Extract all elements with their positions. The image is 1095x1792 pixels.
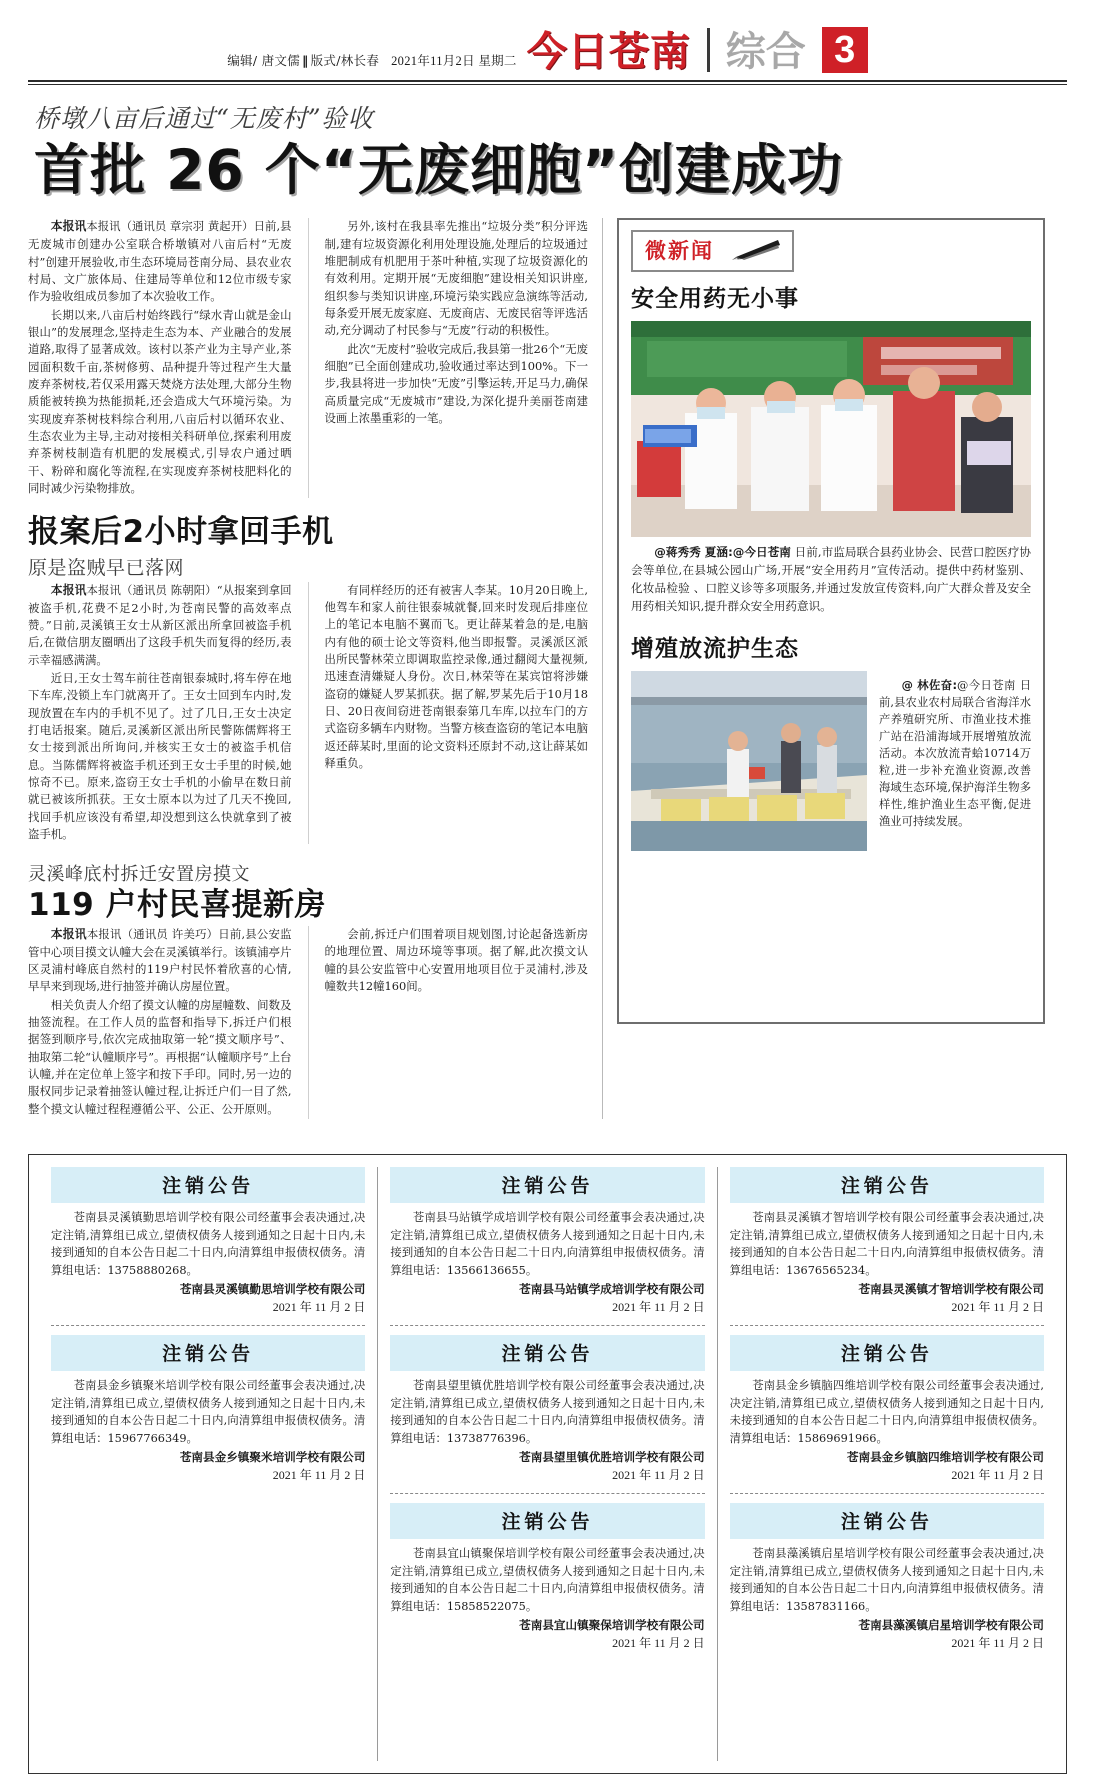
notice-item (390, 1503, 704, 1651)
micro-news-badge (631, 230, 794, 272)
lead-headline-block (28, 85, 1067, 210)
notice-date: 2021 年 11 月 2 日 (951, 1468, 1044, 1482)
paper-name-logo: 今日苍南 (526, 29, 691, 75)
notice-company: 苍南县马站镇学成培训学校有限公司 (519, 1282, 705, 1296)
sidebar-item-pharmacy (631, 280, 1031, 616)
phone-paragraph-3: 有同样经历的还有被害人李某。10月20日晚上,他驾车和家人前往银泰城就餐,回来时发现后排座位上的笔记本电脑不翼而飞。更让薛某着急的是,电脑内有他的硕士论文等资料,他当即报警。灵溪派区派出所民警林荣立即调取监控录像,通过翻阅大量视频,迅速查清嫌疑人身份。次日,林荣等在某宾馆将涉嫌盗窃的嫌疑人罗某抓获。据了解,罗某先后于10月18日、20日夜间窃进苍南银泰第几车库,以拉车门的方式盗窃多辆车内财物。当警方核查盗窃的笔记本电脑返还薛某时,里面的论文资料还原封不动,这让薛某如释重负。 (324, 582, 588, 771)
notice-title-bar (730, 1503, 1044, 1539)
notice-item (730, 1335, 1044, 1483)
housing-paragraph-1: 本报讯本报讯（通讯员 许美巧）日前,县公安监管中心项目摸文认幢大会在灵溪镇举行。该镇浦亭片区灵浦村峰底自然村的119户村民怀着欣喜的心情,早早来到现场,进行抽签并确认房屋位置。 (28, 926, 292, 994)
main-content (28, 218, 1067, 1119)
masthead-credits (227, 51, 517, 74)
lead-paragraph-2: 长期以来,八亩后村始终践行“绿水青山就是金山银山”的发展理念,坚持走生态为本、产业融合的发展道路,取得了显著成效。该村以茶产业为主导产业,茶园面积数千亩,茶树修剪、品种提升等过程产生大量废弃茶树枝,若仅采用露天焚烧方法处理,大部分生物质能被转换为热能损耗,还会造成大气环境污染。为实现废弃茶树枝料综合利用,八亩后村以循环农业、生态农业为主导,主动对接相关科研单位,探索利用废弃茶树枝制造有机肥的发展模式,引导农户通过晒干、粉碎和腐化等流程,在实现废弃茶树枝肥料化的同时减少污染物排放。 (28, 307, 292, 495)
notice-separator (730, 1325, 1044, 1326)
masthead-divider (707, 28, 710, 72)
notice-title-bar (390, 1167, 704, 1203)
notices-row (39, 1167, 1056, 1761)
notice-body: 苍南县马站镇学成培训学校有限公司经董事会表决通过,决定注销,清算组已成立,望债权债务人接到通知之日起十日内,未接到通知的自本公告日起二十日内,向清算组申报债权债务。清算组电话：13566136655。 (390, 1211, 705, 1277)
notice-body: 苍南县藻溪镇启星培训学校有限公司经董事会表决通过,决定注销,清算组已成立,望债权债务人接到通知之日起十日内,未接到通知的自本公告日起二十日内,向清算组申报债权债务。清算组电话：13587831166。 (729, 1547, 1044, 1613)
notice-title-bar (51, 1167, 365, 1203)
notice-company: 苍南县灵溪镇勤思培训学校有限公司 (179, 1282, 366, 1296)
left-article-zone (28, 218, 588, 1119)
sidebar-title-2: 增殖放流护生态 (631, 636, 799, 663)
notice-company: 苍南县灵溪镇才智培训学校有限公司 (858, 1282, 1044, 1296)
notice-body: 苍南县宜山镇聚保培训学校有限公司经董事会表决通过,决定注销,清算组已成立,望债权债务人接到通知之日起十日内,未接到通知的自本公告日起二十日内,向清算组申报债权债务。清算组电话：15858522075。 (390, 1547, 705, 1613)
sidebar-title-1: 安全用药无小事 (631, 286, 799, 313)
notice-body: 苍南县望里镇优胜培训学校有限公司经董事会表决通过,决定注销,清算组已成立,望债权债务人接到通知之日起十日内,未接到通知的自本公告日起二十日内,向清算组申报债权债务。清算组电话：13738776396。 (390, 1379, 705, 1445)
story-phone-columns (28, 582, 588, 845)
masthead-rule (28, 80, 1067, 82)
story-housing-headline-block (28, 860, 588, 924)
housing-column-1 (28, 926, 292, 1119)
notice-company: 苍南县金乡镇聚米培训学校有限公司 (179, 1450, 366, 1464)
lead-shoulder-headline: 桥墩八亩后通过“无废村”验收 (34, 104, 374, 133)
notice-item (390, 1167, 704, 1315)
column-rule-2 (308, 582, 309, 845)
sidebar-caption-2: @ 林佐奋:@今日苍南 日前,县农业农村局联合省海洋水产养殖研究所、市渔业技术推广站在沿浦海域开展增殖放流活动。本次放流青蛤10714万粒,进一步补充渔业资源,改善海域生态环境,保护海洋生物多样性,维护渔业生态平衡,促进渔业可持续发展。 (879, 679, 1032, 828)
masthead (28, 0, 1067, 78)
sidebar-caption-1: @蒋秀秀 夏涵:@今日苍南 日前,市监局联合县药业协会、民营口腔医疗协会等单位,在县城公园山广场,开展“安全用药月”宣传活动。提供中药材鉴别、化妆品检验 、口腔义诊等多项服务,并通过发放宣传资料,向广大群众普及安全用药相关知识,提升群众安全用药意识。 (631, 545, 1032, 614)
layout-credit: 版式/林长春 (310, 53, 380, 68)
vertical-divider (602, 218, 603, 1119)
story-phone-headline: 报案后2小时拿回手机 (28, 514, 334, 551)
notice-date: 2021 年 11 月 2 日 (612, 1468, 705, 1482)
notice-separator (730, 1493, 1044, 1494)
micro-news-label: 微新闻 (645, 239, 714, 264)
notice-separator (390, 1493, 704, 1494)
lead-paragraph-3: 另外,该村在我县率先推出“垃圾分类”积分评选制,建有垃圾资源化利用处理设施,处理后的垃圾通过堆肥制成有机肥用于茶叶种植,实现了垃圾资源化的有效利用。定期开展“无废细胞”建设相关知识讲座,组织参与类知识讲座,环境污染实践应急演练等活动,每条爱开展无废家庭、无废商店、无废民宿等评选活动,充分调动了村民参与“无废”行动的积极性。 (324, 219, 588, 338)
story-housing-headline: 119 户村民喜提新房 (28, 887, 327, 924)
sidebar-item-fish-release (631, 630, 1031, 851)
phone-column-2 (324, 582, 588, 845)
story-phone-headline-block (28, 514, 588, 580)
phone-paragraph-2: 近日,王女士驾车前往苍南银泰城时,将车停在地下车库,没锁上车门就离开了。王女士回到车内时,发现放置在车内的手机不见了。过了几日,王女士决定打电话报案。随后,灵溪新区派出所民警陈儒辉将王女士接到派出所询问,并核实王女士的被盗手机信息。当陈儒辉将被盗手机还到王女士手里的时候,她惊奇不已。原来,盗窃王女士手机的小偷早在数日前就已被该所抓获。王女士原本以为过了几天不挽回,找回手机应该没有希望,却没想到这么快就拿到了被盗手机。 (28, 671, 292, 841)
notice-body: 苍南县灵溪镇才智培训学校有限公司经董事会表决通过,决定注销,清算组已成立,望债权债务人接到通知之日起十日内,未接到通知的自本公告日起二十日内,向清算组申报债权债务。清算组电话：13676565234。 (729, 1211, 1044, 1277)
notice-item (390, 1335, 704, 1483)
lead-paragraph-1: 本报讯本报讯（通讯员 章宗羽 黄起开）日前,县无废城市创建办公室联合桥墩镇对八亩后村“无废村”创建开展验收,市生态环境局苍南分局、县农业农村局、文广旅体局、住建局等单位和12位市级专家作为验收组成员参加了本次验收工作。 (28, 219, 292, 304)
notice-date: 2021 年 11 月 2 日 (612, 1300, 705, 1314)
editor-credit: 编辑/ 唐文儒 (227, 53, 301, 68)
column-rule (308, 218, 309, 498)
notice-date: 2021 年 11 月 2 日 (272, 1300, 366, 1314)
page-number-badge: 3 (822, 27, 868, 73)
notices-column-1 (39, 1167, 377, 1761)
fish-release-boat-photo (631, 671, 867, 851)
notice-title: 注销公告 (840, 1511, 933, 1533)
housing-column-2 (324, 926, 588, 1119)
lead-main-headline: 首批 26 个“无废细胞”创建成功 (34, 138, 844, 202)
cancellation-notices-block (28, 1154, 1067, 1774)
pen-icon (728, 239, 780, 261)
credit-separator: ‖ (302, 53, 309, 68)
notice-item (730, 1167, 1044, 1315)
notice-title: 注销公告 (501, 1175, 594, 1197)
notice-title: 注销公告 (162, 1343, 255, 1365)
sidebar-caption-2-wrap (879, 671, 1031, 851)
column-2 (324, 218, 588, 498)
notice-item (730, 1503, 1044, 1651)
notice-body: 苍南县灵溪镇勤思培训学校有限公司经董事会表决通过,决定注销,清算组已成立,望债权债务人接到通知之日起十日内,未接到通知的自本公告日起二十日内,向清算组申报债权债务。清算组电话：13758880268。 (51, 1211, 366, 1277)
housing-paragraph-3: 会前,拆迁户们围着项目规划图,讨论起备选新房的地理位置、周边环境等事项。据了解,此次摸文认幢的县公安监管中心安置用地项目位于灵浦村,涉及幢数共12幢160间。 (324, 926, 588, 993)
lead-paragraph-4: 此次“无废村”验收完成后,我县第一批26个“无废细胞”已全面创建成功,验收通过率达到100%。下一步,我县将进一步加快“无废”引擎运转,开足马力,确保高质量完成“无废城市”建设,为深化提升美丽苍南建设画上浓墨重彩的一笔。 (324, 341, 588, 425)
column-rule-3 (308, 926, 309, 1119)
notice-title-bar (390, 1335, 704, 1371)
notice-separator (390, 1325, 704, 1326)
story-housing-columns (28, 926, 588, 1119)
notice-title: 注销公告 (501, 1511, 594, 1533)
notice-title: 注销公告 (840, 1343, 933, 1365)
section-name: 综合 (725, 29, 806, 75)
notice-title: 注销公告 (501, 1343, 594, 1365)
phone-column-1 (28, 582, 292, 845)
sidebar-item-2-body (631, 671, 1031, 851)
micro-news-box (617, 218, 1045, 1024)
notice-date: 2021 年 11 月 2 日 (951, 1300, 1044, 1314)
notices-column-3 (717, 1167, 1056, 1761)
lead-story-columns (28, 218, 588, 498)
notice-company: 苍南县宜山镇聚保培训学校有限公司 (519, 1618, 705, 1632)
publication-date: 2021年11月2日 星期二 (391, 54, 517, 68)
housing-paragraph-2: 相关负责人介绍了摸文认幢的房屋幢数、间数及抽签流程。在工作人员的监督和指导下,拆迁户们根据签到顺序号,依次完成抽取第一轮“摸文顺序号”、抽取第二轮“认幢顺序号”。再根据“认幢顺序号”上台认幢,并在定位单上签字和按下手印。同时,另一边的服权同步记录着抽签认幢过程,让拆迁户们一目了然,整个摸文认幢过程程遵循公平、公正、公开原则。 (28, 997, 292, 1116)
notice-title-bar (51, 1335, 365, 1371)
column-1 (28, 218, 292, 498)
notice-company: 苍南县藻溪镇启星培训学校有限公司 (858, 1618, 1044, 1632)
story-phone-subhead: 原是盗贼早已落网 (28, 556, 185, 579)
notice-company: 苍南县金乡镇脑四维培训学校有限公司 (846, 1450, 1044, 1464)
notice-date: 2021 年 11 月 2 日 (272, 1468, 366, 1482)
notice-date: 2021 年 11 月 2 日 (612, 1636, 705, 1650)
notices-column-2 (377, 1167, 716, 1761)
sidebar-zone (617, 218, 1045, 1119)
notice-title-bar (730, 1335, 1044, 1371)
notice-item (51, 1167, 365, 1315)
pharmacy-outreach-photo (631, 321, 1031, 537)
notice-item (51, 1335, 365, 1483)
notice-title-bar (730, 1167, 1044, 1203)
story-housing-kicker: 灵溪峰底村拆迁安置房摸文 (28, 864, 250, 886)
notice-body: 苍南县金乡镇聚米培训学校有限公司经董事会表决通过,决定注销,清算组已成立,望债权债务人接到通知之日起十日内,未接到通知的自本公告日起二十日内,向清算组申报债权债务。清算组电话：15967766349。 (51, 1379, 366, 1445)
notice-date: 2021 年 11 月 2 日 (951, 1636, 1044, 1650)
micro-news-badge-row (631, 230, 1031, 272)
notice-body: 苍南县金乡镇脑四维培训学校有限公司经董事会表决通过,决定注销,清算组已成立,望债权债务人接到通知之日起十日内,未接到通知的自本公告日起二十日内,向清算组申报债权债务。清算组电话：15869691966。 (729, 1379, 1044, 1445)
notice-title: 注销公告 (840, 1175, 933, 1197)
notice-separator (51, 1325, 365, 1326)
notice-title-bar (390, 1503, 704, 1539)
notice-company: 苍南县望里镇优胜培训学校有限公司 (519, 1450, 705, 1464)
phone-paragraph-1: 本报讯本报讯（通讯员 陈朝阳）“从报案到拿回被盗手机,花费不足2小时,为苍南民警的高效率点赞。”日前,灵溪镇王女士从新区派出所拿回被盗手机后,在微信朋友圈晒出了这段手机失而复得的经历,表示幸福感满满。 (28, 582, 292, 667)
notice-title: 注销公告 (162, 1175, 255, 1197)
